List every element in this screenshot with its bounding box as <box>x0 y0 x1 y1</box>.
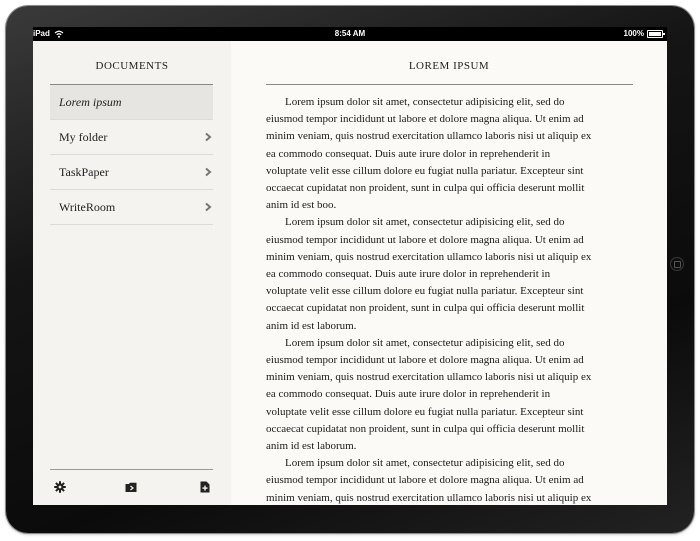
document-body[interactable] <box>266 94 633 507</box>
document-paragraph: Lorem ipsum dolor sit amet, consectetur adipisicing elit, sed do eiusmod tempor incididunt ut labore et dolore magna aliqua. Ut enim ad minim veniam, quis nostrud exercitation ullamco laboris nisi ut aliquip ex ea commodo consequat. Duis aute irure dolor in reprehenderit in voluptate velit esse cillum dolore eu fugiat nulla pariatur. Excepteur sint occaecat cupidatat non proident, sunt in culpa qui officia deserunt mollit anim id est boo. <box>266 96 592 212</box>
status-right <box>624 29 663 38</box>
folder-item-taskpaper[interactable] <box>50 155 213 190</box>
home-button[interactable] <box>670 257 684 271</box>
chevron-right-icon <box>203 167 213 177</box>
status-time: 8:54 AM <box>334 29 366 38</box>
folder-item-my-folder[interactable] <box>50 120 213 155</box>
battery-icon <box>647 30 663 38</box>
documents-sidebar <box>33 41 232 505</box>
sidebar-title: DOCUMENTS <box>95 60 169 72</box>
device-name: iPad <box>33 29 50 38</box>
battery-percent: 100% <box>623 29 644 38</box>
document-paragraph: Lorem ipsum dolor sit amet, consectetur adipisicing elit, sed do eiusmod tempor incididunt ut labore et dolore magna aliqua. Ut enim ad minim veniam, quis nostrud exercitation ullamco laboris nisi ut aliquip ex <box>266 457 592 504</box>
document-list <box>50 85 213 225</box>
status-bar <box>33 27 667 41</box>
document-item-lorem-ipsum[interactable] <box>50 85 213 120</box>
document-paragraph: Lorem ipsum dolor sit amet, consectetur adipisicing elit, sed do eiusmod tempor incididunt ut labore et dolore magna aliqua. Ut enim ad minim veniam, quis nostrud exercitation ullamco laboris nisi ut aliquip ex ea commodo consequat. Duis aute irure dolor in reprehenderit in voluptate velit esse cillum dolore eu fugiat nulla pariatur. Excepteur sint occaecat cupidatat non proident, sunt in culpa qui officia deserunt mollit anim id est laborum. <box>266 336 592 453</box>
chevron-right-icon <box>203 202 213 212</box>
sidebar-footer-divider <box>50 469 213 470</box>
document-paragraph: Lorem ipsum dolor sit amet, consectetur adipisicing elit, sed do eiusmod tempor incididunt ut labore et dolore magna aliqua. Ut enim ad minim veniam, quis nostrud exercitation ullamco laboris nisi ut aliquip ex ea commodo consequat. Duis aute irure dolor in reprehenderit in voluptate velit esse cillum dolore eu fugiat nulla pariatur. Excepteur sint occaecat cupidatat non proident, sunt in culpa qui officia deserunt mollit anim id est laborum. <box>266 216 592 332</box>
document-title-divider <box>266 84 633 85</box>
document-title: LOREM IPSUM <box>408 60 490 72</box>
document-view <box>231 41 667 505</box>
folder-item-writeroom[interactable] <box>50 190 213 225</box>
document-item-label: Lorem ipsum <box>59 95 122 109</box>
gear-icon[interactable] <box>54 481 66 493</box>
folder-item-label: TaskPaper <box>59 165 109 179</box>
new-document-icon[interactable] <box>199 481 211 493</box>
folder-item-label: WriteRoom <box>59 200 116 214</box>
folder-icon[interactable] <box>125 481 137 493</box>
folder-item-label: My folder <box>59 130 108 144</box>
chevron-right-icon <box>203 132 213 142</box>
